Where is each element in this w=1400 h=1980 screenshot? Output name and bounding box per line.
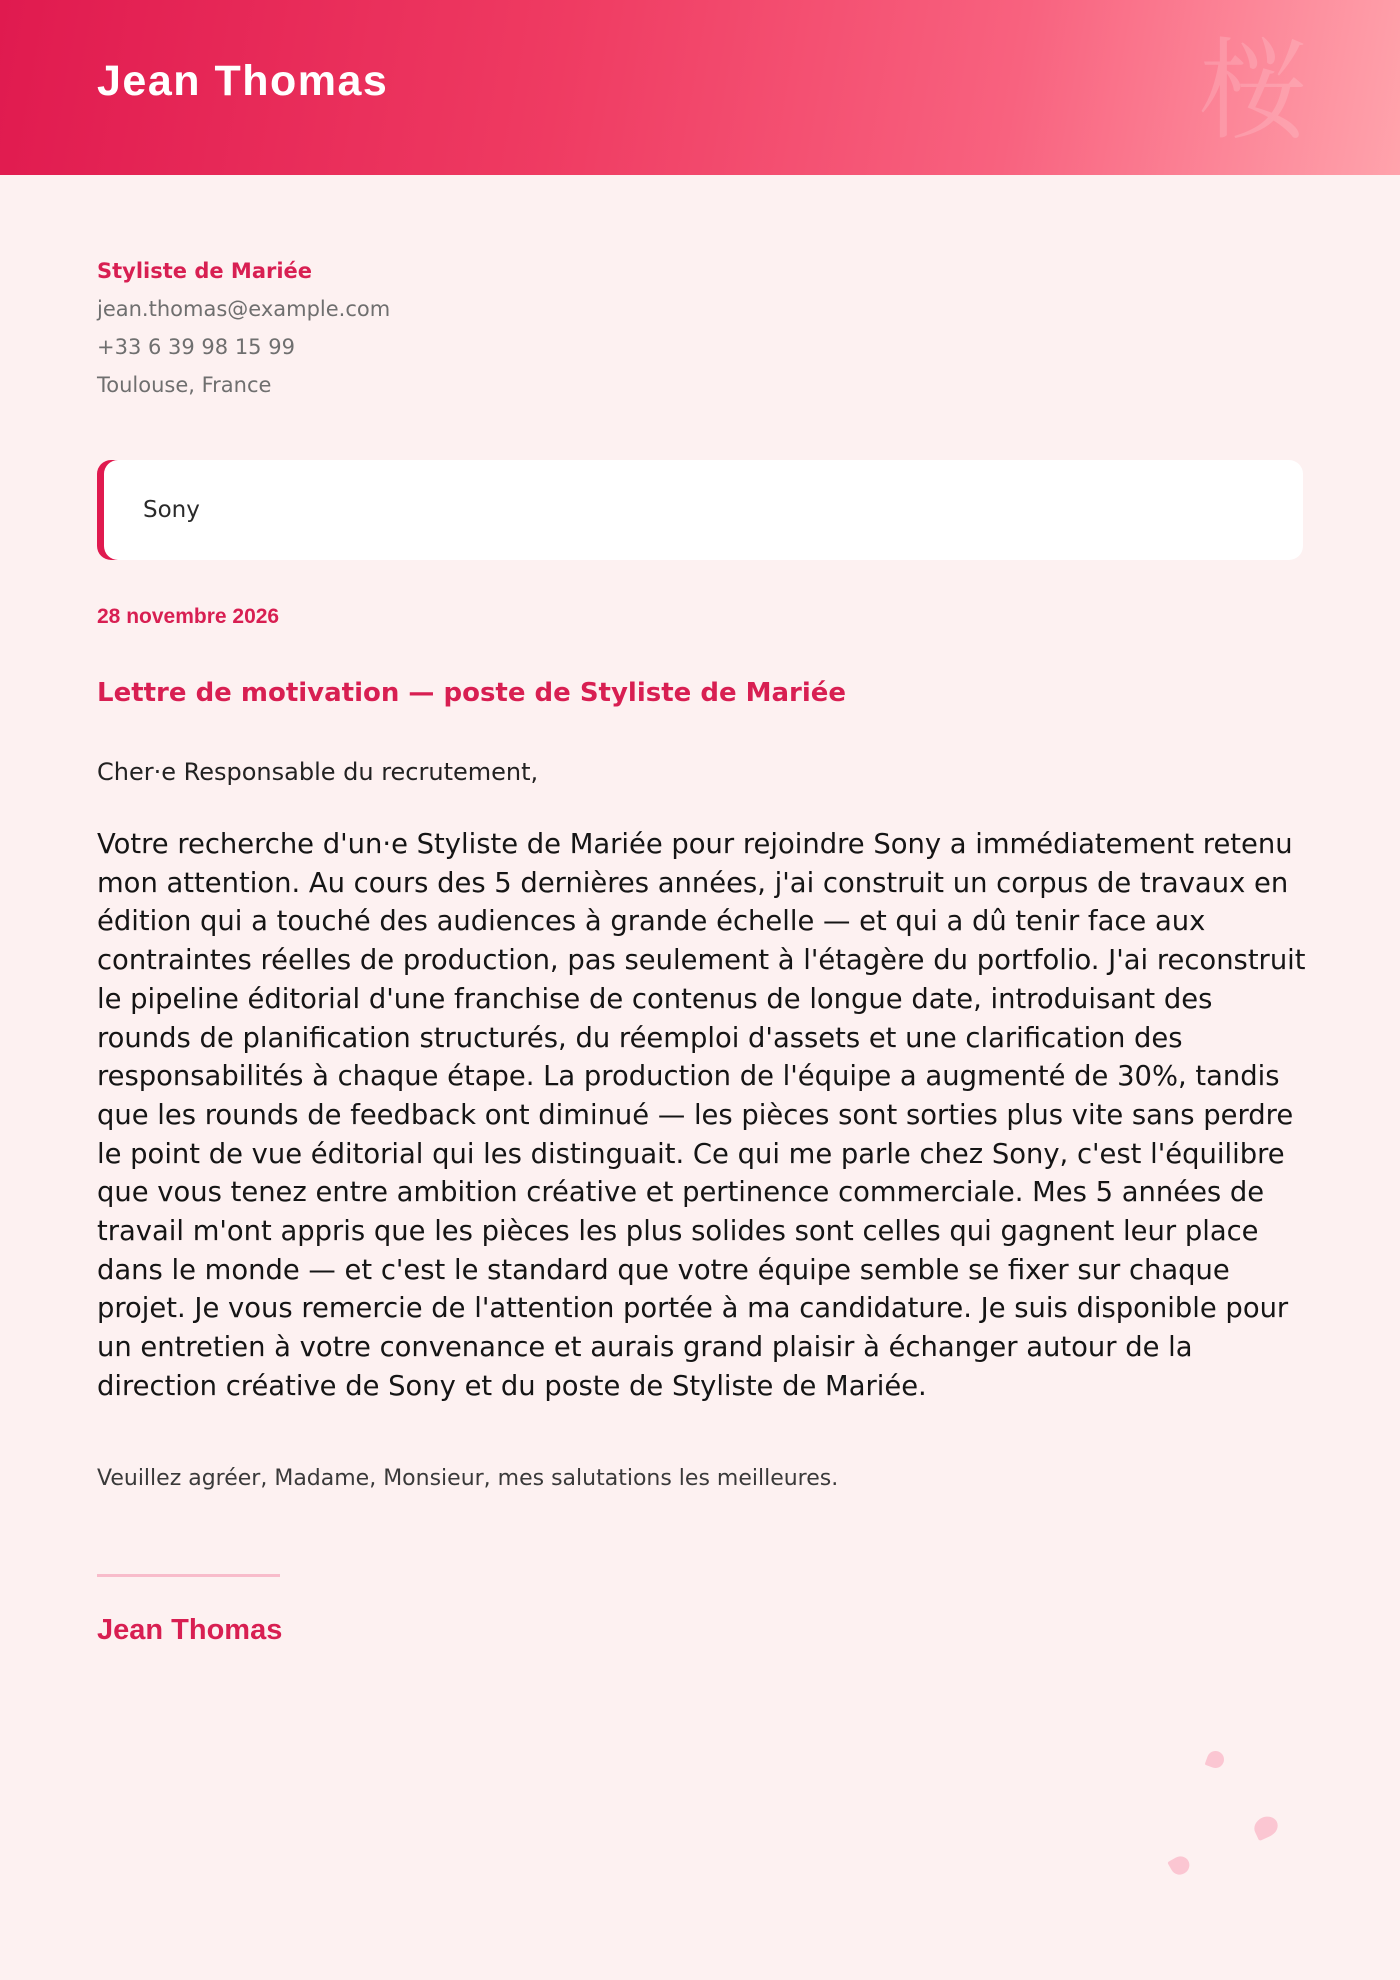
letter-subject: Lettre de motivation — poste de Styliste de Mariée — [97, 678, 847, 708]
letter-salutation: Cher·e Responsable du recrutement, — [97, 758, 539, 786]
header-name: Jean Thomas — [97, 57, 389, 105]
phone-text: +33 6 39 98 15 99 — [97, 335, 295, 359]
sakura-glyph-watermark: 桜 — [1198, 27, 1308, 155]
petal-decoration — [1205, 1749, 1227, 1771]
signature-divider — [97, 1574, 280, 1577]
contact-block — [97, 252, 390, 404]
recipient-company: Sony — [143, 497, 200, 523]
letter-closing: Veuillez agréer, Madame, Monsieur, mes salutations les meilleures. — [97, 1466, 839, 1491]
recipient-card — [97, 460, 1303, 560]
header-banner — [0, 0, 1400, 175]
letter-body: Votre recherche d'un·e Styliste de Mariée pour rejoindre Sony a immédiatement retenu mon attention. Au cours des 5 dernières années, j'ai construit un corpus de travaux en édition qui a touché des audiences à grande échelle — et qui a dû tenir face aux contraintes réelles de production, pas seulement à l'étagère du portfolio. J'ai reconstruit le pipeline éditorial d'une franchise de contenus de longue date, introduisant des rounds de planification structurés, du réemploi d'assets et une clarification des responsabilités à chaque étape. La production de l'équipe a augmenté de 30%, tandis que les rounds de feedback ont diminué — les pièces sont sorties plus vite sans perdre le point de vue éditorial qui les distinguait. Ce qui me parle chez Sony, c'est l'équilibre que vous tenez entre ambition créative et pertinence commerciale. Mes 5 années de travail m'ont appris que les pièces les plus solides sont celles qui gagnent leur place dans le monde — et c'est le standard que votre équipe semble se fixer sur chaque projet. Je vous remercie de l'attention portée à ma candidature. Je suis disponible pour un entretien à votre convenance et aurais grand plaisir à échanger autour de la direction créative de Sony et du poste de Styliste de Mariée. — [97, 829, 1306, 1402]
petal-decoration — [1167, 1853, 1192, 1878]
signature-name: Jean Thomas — [97, 1614, 283, 1646]
letter-date: 28 novembre 2026 — [97, 605, 280, 628]
email-text: jean.thomas@example.com — [97, 297, 391, 321]
location-text: Toulouse, France — [97, 373, 272, 397]
job-title: Styliste de Mariée — [97, 259, 313, 283]
petal-decoration — [1251, 1813, 1281, 1841]
